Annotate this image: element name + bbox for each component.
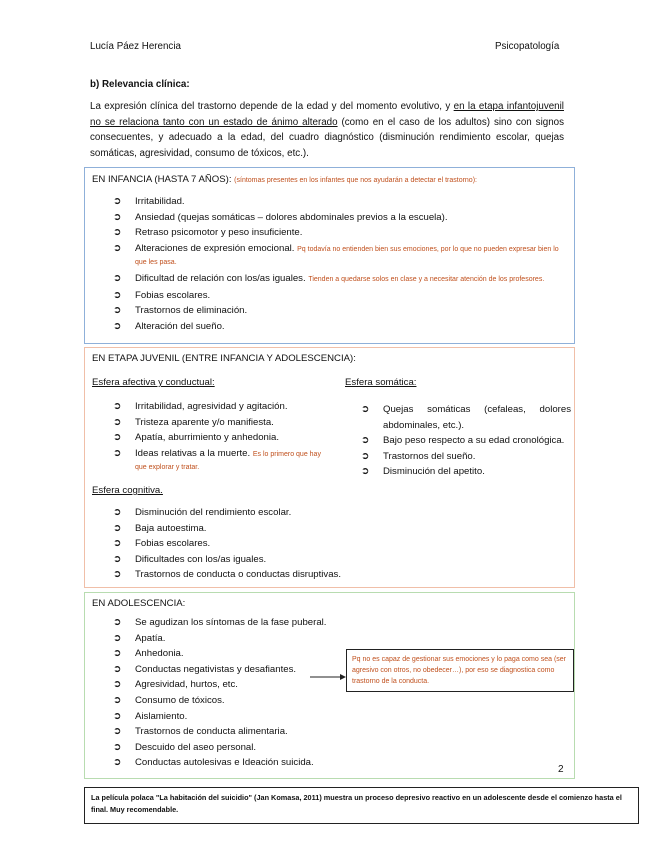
list-item — [113, 303, 563, 319]
item-text: Conductas autolesivas e Ideación suicida. — [135, 757, 314, 769]
header-author: Lucía Páez Herencia — [90, 41, 181, 52]
arrow-bullet-icon: ➲ — [361, 404, 370, 415]
list-item — [113, 241, 563, 271]
list-item — [113, 646, 373, 662]
item-text: Dificultades con los/as iguales. — [135, 553, 267, 565]
section-title: b) Relevancia clínica: — [90, 79, 190, 90]
list-item — [113, 521, 553, 537]
item-text: Disminución del apetito. — [383, 466, 485, 478]
item-text: Apatía. — [135, 632, 166, 644]
intro-part2: (como en el caso de los adultos) sino con signos consecuentes, y adecuado a la edad, del cuadro diagnóstico (disminución rendimiento escolar, quejas somáticas, agresividad, consumo de tóxicos, etc.). — [90, 116, 564, 159]
item-text: Trastornos de conducta o conductas disruptivas. — [135, 569, 342, 581]
adolescencia-list — [113, 615, 373, 771]
list-item — [113, 693, 373, 709]
list-item — [113, 288, 563, 304]
page-number: 2 — [558, 764, 564, 775]
arrow-bullet-icon: ➲ — [113, 447, 122, 459]
arrow-bullet-icon: ➲ — [113, 507, 122, 518]
item-text: Fobias escolares. — [135, 289, 211, 301]
arrow-bullet-icon: ➲ — [113, 522, 122, 534]
arrow-bullet-icon: ➲ — [113, 710, 122, 722]
list-item — [113, 755, 373, 771]
list-item — [113, 194, 563, 210]
footnote-text: La película polaca "La habitación del suicidio" (Jan Komasa, 2011) muestra un proceso depresivo reactivo en un adolescente desde el comienzo hasta el final. Muy recomendable. — [91, 793, 622, 814]
arrow-bullet-icon: ➲ — [113, 401, 122, 412]
arrow-bullet-icon: ➲ — [113, 305, 122, 317]
arrow-bullet-icon: ➲ — [113, 663, 122, 675]
list-item — [113, 210, 563, 226]
infancia-box — [84, 167, 575, 344]
intro-paragraph — [90, 99, 564, 161]
item-text: Tristeza aparente y/o manifiesta. — [135, 416, 274, 428]
list-item — [113, 399, 325, 415]
cognitiva-list — [113, 505, 553, 583]
arrow-bullet-icon: ➲ — [113, 272, 122, 284]
list-item — [113, 631, 373, 647]
item-text: Trastornos del sueño. — [383, 450, 476, 462]
juvenil-heading: EN ETAPA JUVENIL (ENTRE INFANCIA Y ADOLESCENCIA): — [92, 353, 356, 364]
list-item — [113, 567, 553, 583]
item-text: Quejas somáticas (cefaleas, dolores abdominales, etc.). — [383, 404, 571, 431]
item-text: Bajo peso respecto a su edad cronológica. — [383, 435, 565, 447]
header-subject: Psicopatología — [495, 41, 560, 52]
item-text: Se agudizan los síntomas de la fase puberal. — [135, 617, 327, 628]
somatica-title: Esfera somática: — [345, 377, 417, 388]
footnote-box — [84, 787, 639, 824]
item-text: Alteraciones de expresión emocional. — [135, 242, 298, 254]
intro-part1: La expresión clínica del trastorno depende de la edad y del momento evolutivo, y — [90, 101, 454, 112]
list-item — [361, 449, 571, 465]
list-item — [113, 415, 325, 431]
list-item — [113, 536, 553, 552]
list-item — [113, 740, 373, 756]
infancia-heading-text: EN INFANCIA (HASTA 7 AÑOS): — [92, 174, 235, 185]
item-text: Ansiedad (quejas somáticas – dolores abdominales previos a la escuela). — [135, 211, 448, 223]
item-text: Ideas relativas a la muerte. — [135, 447, 253, 459]
infancia-heading-note: (síntomas presentes en los infantes que nos ayudarán a detectar el trastorno): — [234, 177, 477, 184]
item-text: Trastornos de conducta alimentaria. — [135, 726, 288, 738]
item-text: Fobias escolares. — [135, 538, 211, 550]
arrow-bullet-icon: ➲ — [113, 617, 122, 628]
list-item — [113, 225, 563, 241]
adolescencia-heading: EN ADOLESCENCIA: — [92, 598, 186, 609]
list-item — [361, 464, 571, 480]
callout-note: Pq no es capaz de gestionar sus emociones y lo paga como sea (ser agresivo con otros, no obedecer…), por eso se diagnostica como trastorno de la conducta. — [346, 649, 574, 692]
list-item — [113, 552, 553, 568]
list-item — [113, 709, 373, 725]
item-text: Irritabilidad, agresividad y agitación. — [135, 401, 288, 412]
item-text: Trastornos de eliminación. — [135, 305, 248, 317]
arrow-bullet-icon: ➲ — [113, 432, 122, 444]
juvenil-box — [84, 347, 575, 588]
arrow-bullet-icon: ➲ — [113, 242, 122, 254]
item-note: Tienden a quedarse solos en clase y a necesitar atención de los profesores. — [308, 275, 545, 283]
item-text: Dificultad de relación con los/as iguales. — [135, 272, 309, 284]
cognitiva-title: Esfera cognitiva. — [92, 485, 163, 496]
list-item — [361, 402, 571, 433]
arrow-bullet-icon: ➲ — [113, 289, 122, 301]
item-text: Consumo de tóxicos. — [135, 694, 225, 706]
item-text: Anhedonia. — [135, 648, 184, 660]
list-item — [113, 615, 373, 631]
infancia-heading — [92, 174, 477, 185]
arrow-bullet-icon: ➲ — [361, 450, 370, 462]
arrow-bullet-icon: ➲ — [113, 726, 122, 738]
arrow-bullet-icon: ➲ — [113, 648, 122, 660]
somatica-list — [361, 402, 571, 480]
item-text: Aislamiento. — [135, 710, 188, 722]
arrow-bullet-icon: ➲ — [113, 741, 122, 753]
arrow-bullet-icon: ➲ — [113, 569, 122, 581]
arrow-bullet-icon: ➲ — [113, 679, 122, 691]
list-item — [113, 724, 373, 740]
callout-arrow-icon — [310, 673, 346, 681]
list-item — [113, 505, 553, 521]
item-text: Disminución del rendimiento escolar. — [135, 507, 292, 518]
arrow-bullet-icon: ➲ — [361, 435, 370, 447]
item-text: Irritabilidad. — [135, 196, 185, 207]
arrow-bullet-icon: ➲ — [113, 538, 122, 550]
item-text: Descuido del aseo personal. — [135, 741, 257, 753]
arrow-bullet-icon: ➲ — [113, 553, 122, 565]
afectiva-list — [113, 399, 325, 474]
item-text: Baja autoestima. — [135, 522, 207, 534]
arrow-bullet-icon: ➲ — [113, 632, 122, 644]
item-text: Apatía, aburrimiento y anhedonia. — [135, 432, 279, 444]
list-item — [113, 271, 563, 288]
arrow-bullet-icon: ➲ — [113, 694, 122, 706]
infancia-list — [113, 194, 563, 335]
item-text: Conductas negativistas y desafiantes. — [135, 663, 297, 675]
arrow-bullet-icon: ➲ — [113, 320, 122, 332]
list-item — [113, 446, 325, 474]
list-item — [113, 430, 325, 446]
intro-underlined: en la etapa infantojuvenil no se relaciona tanto con un estado de ánimo alterado — [90, 101, 564, 128]
item-note: Pq todavía no entienden bien sus emociones, por lo que no pueden expresar bien lo que les pasa. — [135, 245, 559, 266]
item-text: Retraso psicomotor y peso insuficiente. — [135, 227, 303, 239]
arrow-bullet-icon: ➲ — [113, 211, 122, 223]
arrow-bullet-icon: ➲ — [113, 227, 122, 239]
arrow-bullet-icon: ➲ — [113, 416, 122, 428]
item-text: Alteración del sueño. — [135, 320, 225, 332]
list-item — [113, 319, 563, 335]
arrow-bullet-icon: ➲ — [113, 757, 122, 769]
arrow-bullet-icon: ➲ — [113, 196, 122, 207]
afectiva-title: Esfera afectiva y conductual: — [92, 377, 215, 388]
arrow-bullet-icon: ➲ — [361, 466, 370, 478]
list-item — [361, 433, 571, 449]
item-note: Es lo primero que hay que explorar y tratar. — [135, 450, 321, 471]
item-text: Agresividad, hurtos, etc. — [135, 679, 238, 691]
